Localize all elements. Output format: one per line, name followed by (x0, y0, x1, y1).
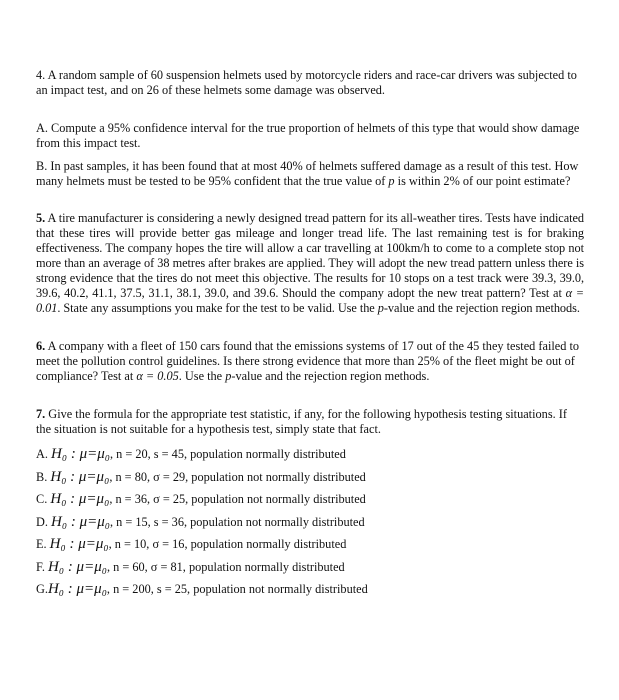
question-5-text-after: . State any assumptions you make for the test to be valid. Use the (57, 301, 378, 315)
variable-p: p (388, 174, 395, 188)
item-label: A. (36, 447, 52, 461)
question-7-list (36, 443, 584, 601)
question-7-text: Give the formula for the appropriate test statistic, if any, for the following hypothesis testing situations. If the situation is not suitable for a hypothesis test, simply state that fact. (36, 407, 567, 436)
question-7 (36, 407, 584, 601)
list-item (36, 556, 584, 579)
question-6 (36, 339, 584, 384)
item-label: E. (36, 537, 50, 551)
question-6-text-after: . Use the (178, 369, 226, 383)
list-item (36, 443, 584, 466)
question-6-number: 6. (36, 339, 46, 353)
item-hypothesis: H₀ : μ=μ₀ (51, 446, 110, 462)
question-5-p: p (377, 301, 384, 315)
item-hypothesis: H₀ : μ=μ₀ (50, 468, 110, 485)
question-5-text-end: -value and the rejection region methods. (383, 301, 580, 315)
question-7-number: 7. (36, 407, 46, 421)
list-item (36, 533, 584, 556)
item-label: D. (36, 514, 52, 529)
item-hypothesis: H₀ : μ=μ₀ (48, 558, 107, 575)
item-hypothesis: H₀ : μ=μ₀ (51, 513, 110, 530)
item-label: F. (36, 559, 49, 574)
item-label: B. (36, 469, 51, 484)
question-4-part-a-text: A. Compute a 95% confidence interval for the true proportion of helmets of this type that would show damage from this impact test. (36, 121, 580, 150)
item-conditions: , n = 10, σ = 16, population normally distributed (108, 537, 347, 551)
question-5-text: A tire manufacturer is considering a newly designed tread pattern for its all-weather tires. Tests have indicated that these tires will provide better gas mileage and longer tread life. The last remaining test is for braking effectiveness. The company hopes the tire will allow a car travelling at 100km/h to come to a complete stop not more than an average of 38 metres after brakes are applied. They will adopt the new tread pattern unless there is strong evidence that the tires do not meet this objective. The results for 10 stops on a test track were 39.3, 39.0, 39.6, 40.2, 41.1, 37.5, 31.1, 38.1, 39.0, and 39.6. Should the company adopt the new treat pattern? Test at (36, 211, 584, 300)
item-hypothesis: H₀ : μ=μ₀ (47, 581, 107, 597)
list-item (36, 466, 584, 489)
item-conditions: , n = 200, s = 25, population not normally distributed (106, 582, 368, 596)
list-item (36, 578, 584, 601)
question-4-part-b (36, 159, 584, 189)
item-label: G. (36, 582, 48, 596)
item-hypothesis: H₀ : μ=μ₀ (49, 536, 109, 552)
list-item (36, 511, 584, 534)
question-4-part-b-text: B. In past samples, it has been found that at most 40% of helmets suffered damage as a result of this test. How many helmets must be tested to be 95% confident that the true value of (36, 159, 579, 188)
question-7-intro (36, 407, 584, 437)
question-6-text: A company with a fleet of 150 cars found that the emissions systems of 17 out of the 45 they tested failed to meet the pollution control guidelines. Is there strong evidence that more than 25% of the fleet might be out of compliance? Test at (36, 339, 580, 383)
question-5 (36, 211, 584, 316)
item-conditions: , n = 36, σ = 25, population not normally distributed (109, 492, 366, 506)
item-conditions: , n = 15, s = 36, population not normally distributed (109, 514, 365, 529)
question-4-part-a (36, 121, 584, 151)
question-5-alpha: α = 0.01 (36, 286, 585, 315)
item-conditions: , n = 80, σ = 29, population not normally distributed (109, 469, 366, 484)
item-hypothesis: H₀ : μ=μ₀ (50, 491, 110, 507)
question-6-alpha: α = 0.05 (136, 369, 179, 383)
question-5-number: 5. (36, 211, 46, 225)
question-6-text-end: -value and the rejection region methods. (231, 369, 430, 383)
document-page (36, 68, 584, 601)
item-conditions: , n = 60, σ = 81, population normally distributed (106, 559, 345, 574)
item-label: C. (36, 492, 51, 506)
question-4-part-b-text-end: is within 2% of our point estimate? (394, 174, 571, 188)
item-conditions: , n = 20, s = 45, population normally distributed (109, 447, 346, 461)
question-4 (36, 68, 584, 98)
question-4-text: 4. A random sample of 60 suspension helmets used by motorcycle riders and race-car drivers was subjected to an impact test, and on 26 of these helmets some damage was observed. (36, 68, 577, 97)
list-item (36, 488, 584, 511)
question-6-p: p (225, 369, 232, 383)
